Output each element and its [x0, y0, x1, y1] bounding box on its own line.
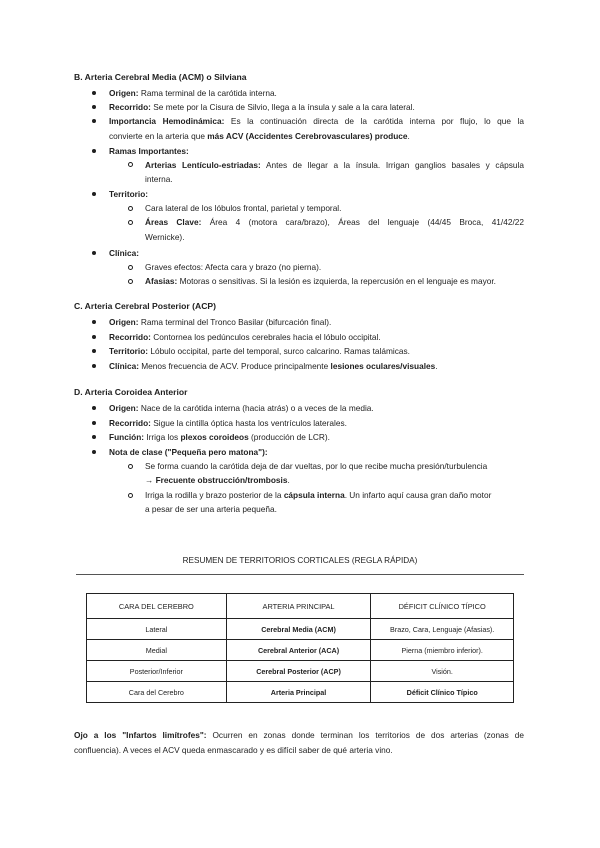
table-header-row — [87, 594, 514, 619]
acp-territorio: Territorio: Lóbulo occipital, parte del temporal, surco calcarino. Ramas talámicas. — [109, 346, 410, 356]
acm-clinica-sub1: Graves efectos: Afecta cara y brazo (no pierna). — [145, 262, 322, 272]
bullet-icon — [92, 450, 96, 454]
acm-clinica: Clínica: — [109, 248, 139, 258]
bullet-icon — [92, 335, 96, 339]
acm-lenticulo-line2: interna. — [145, 174, 173, 184]
divider — [76, 574, 524, 575]
circle-bullet-icon — [128, 220, 133, 225]
table-cell: Brazo, Cara, Lenguaje (Afasias). — [371, 619, 514, 640]
table-cell: Déficit Clínico Típico — [371, 682, 514, 703]
circle-bullet-icon — [128, 464, 133, 469]
coroidea-origen: Origen: Nace de la carótida interna (hacia atrás) o a veces de la media. — [109, 403, 374, 413]
bullet-icon — [92, 149, 96, 153]
table-cell: Cerebral Anterior (ACA) — [226, 640, 371, 661]
bullet-icon — [92, 105, 96, 109]
table-cell: Posterior/Inferior — [87, 661, 227, 682]
acm-recorrido: Recorrido: Se mete por la Cisura de Silvio, llega a la ínsula y sale a la cara lateral. — [109, 102, 415, 112]
bullet-icon — [92, 192, 96, 196]
resumen-title: RESUMEN DE TERRITORIOS CORTICALES (REGLA RÁPIDA) — [182, 556, 418, 565]
acm-importancia-line2: convierte en la arteria que más ACV (Accidentes Cerebrovasculares) produce. — [109, 131, 410, 141]
table-row — [87, 661, 514, 682]
bullet-icon — [92, 320, 96, 324]
circle-bullet-icon — [128, 162, 133, 167]
section-b-title: B. Arteria Cerebral Media (ACM) o Silviana — [74, 72, 247, 82]
table-cell: Cara del Cerebro — [87, 682, 227, 703]
table-cell: Pierna (miembro inferior). — [371, 640, 514, 661]
table-row — [87, 682, 514, 703]
circle-bullet-icon — [128, 493, 133, 498]
coroidea-recorrido: Recorrido: Sigue la cintilla óptica hasta los ventrículos laterales. — [109, 418, 347, 428]
circle-bullet-icon — [128, 265, 133, 270]
footer-note-line1: Ojo a los "Infartos limítrofes": Ocurren en zonas donde terminan los territorios de dos arterias (zonas de — [74, 730, 524, 740]
coroidea-nota-sub1-line2: → Frecuente obstrucción/trombosis. — [145, 475, 290, 485]
table-row — [87, 640, 514, 661]
acm-areas-line1: Áreas Clave: Área 4 (motora cara/brazo), Áreas del lenguaje (44/45 Broca, 41/42/22 — [145, 217, 524, 227]
bullet-icon — [92, 119, 96, 123]
bullet-icon — [92, 421, 96, 425]
table-row — [87, 619, 514, 640]
table-header-cell: ARTERIA PRINCIPAL — [226, 594, 371, 619]
table-cell: Cerebral Posterior (ACP) — [226, 661, 371, 682]
acm-lenticulo-line1: Arterias Lentículo-estriadas: Antes de llegar a la ínsula. Irrigan ganglios basales y cápsula — [145, 160, 524, 170]
circle-bullet-icon — [128, 279, 133, 284]
bullet-icon — [92, 349, 96, 353]
acm-areas-line2: Wernicke). — [145, 232, 185, 242]
bullet-icon — [92, 91, 96, 95]
coroidea-nota-sub1-line1: Se forma cuando la carótida deja de dar vueltas, por lo que recibe mucha presión/turbulencia — [145, 461, 488, 471]
table-cell: Arteria Principal — [226, 682, 371, 703]
table-header-cell: CARA DEL CEREBRO — [87, 594, 227, 619]
acm-territorio-sub1: Cara lateral de los lóbulos frontal, parietal y temporal. — [145, 203, 342, 213]
bullet-icon — [92, 435, 96, 439]
section-d-title: D. Arteria Coroidea Anterior — [74, 387, 188, 397]
bullet-icon — [92, 364, 96, 368]
bullet-icon — [92, 406, 96, 410]
bullet-icon — [92, 251, 96, 255]
acp-recorrido: Recorrido: Contornea los pedúnculos cerebrales hacia el lóbulo occipital. — [109, 332, 381, 342]
coroidea-nota: Nota de clase ("Pequeña pero matona"): — [109, 447, 268, 457]
footer-note-line2: confluencia). A veces el ACV queda enmascarado y es difícil saber de qué arteria vino. — [74, 745, 393, 755]
table-cell: Visión. — [371, 661, 514, 682]
coroidea-nota-sub2-line1: Irriga la rodilla y brazo posterior de la cápsula interna. Un infarto aquí causa gran daño motor — [145, 490, 492, 500]
acp-origen: Origen: Rama terminal del Tronco Basilar (bifurcación final). — [109, 317, 332, 327]
acm-afasias: Afasias: Motoras o sensitivas. Si la lesión es izquierda, la repercusión en el lenguaje es mayor. — [145, 276, 496, 286]
table-cell: Medial — [87, 640, 227, 661]
table-cell: Cerebral Media (ACM) — [226, 619, 371, 640]
acm-territorio: Territorio: — [109, 189, 149, 199]
acm-ramas: Ramas Importantes: — [109, 146, 189, 156]
section-c-title: C. Arteria Cerebral Posterior (ACP) — [74, 301, 216, 311]
coroidea-funcion: Función: Irriga los plexos coroideos (producción de LCR). — [109, 432, 330, 442]
coroidea-nota-sub2-line2: a pesar de ser una arteria pequeña. — [145, 504, 277, 514]
resumen-table — [86, 593, 514, 703]
acm-importancia-line1: Importancia Hemodinámica: Es la continuación directa de la carótida interna por flujo, lo que la — [109, 116, 524, 126]
table-cell: Lateral — [87, 619, 227, 640]
acm-origen: Origen: Rama terminal de la carótida interna. — [109, 88, 277, 98]
acp-clinica: Clínica: Menos frecuencia de ACV. Produce principalmente lesiones oculares/visuales. — [109, 361, 438, 371]
circle-bullet-icon — [128, 206, 133, 211]
table-header-cell: DÉFICIT CLÍNICO TÍPICO — [371, 594, 514, 619]
